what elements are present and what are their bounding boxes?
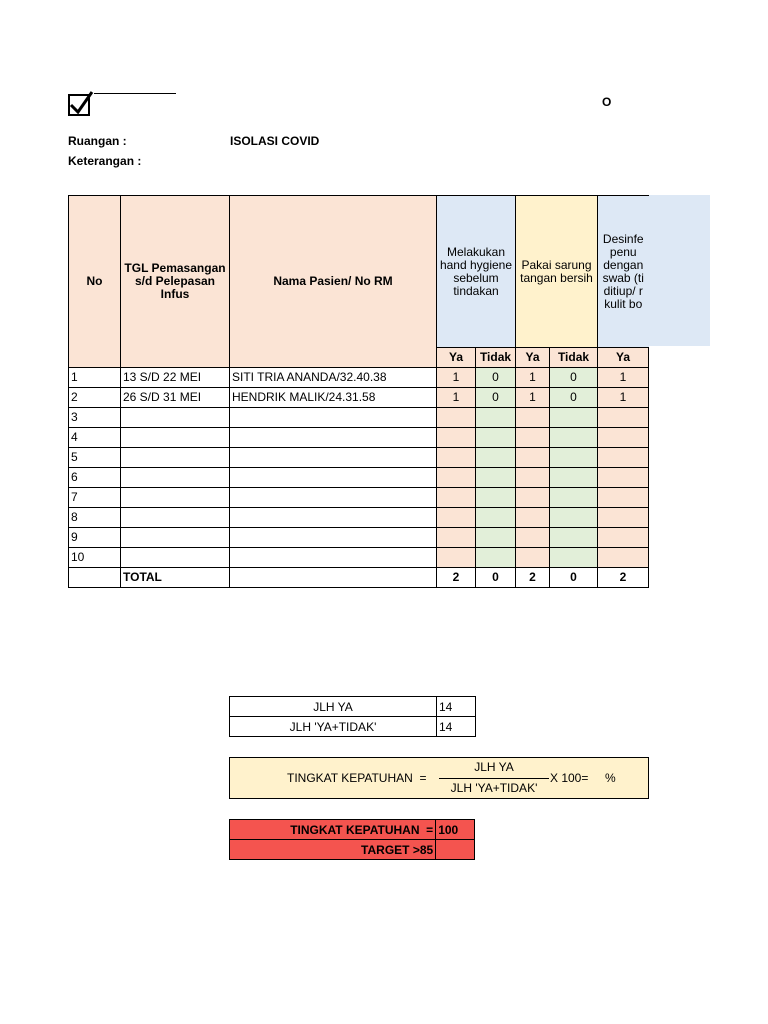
row-ya3 [598, 448, 649, 468]
row-no: 9 [69, 528, 121, 548]
row-ya1 [437, 448, 476, 468]
row-tidak2 [550, 408, 598, 428]
row-tidak2 [550, 428, 598, 448]
row-tgl [121, 508, 230, 528]
row-tidak1 [476, 488, 516, 508]
total-row [69, 568, 649, 588]
summary-table [229, 696, 476, 737]
row-tidak1 [476, 468, 516, 488]
row-tidak1 [476, 448, 516, 468]
total-nama-cell [230, 568, 437, 588]
table-row [69, 508, 649, 528]
table-row [69, 388, 649, 408]
row-ya1 [437, 488, 476, 508]
ruangan-value: ISOLASI COVID [230, 134, 320, 148]
header-desinfeksi: Desinfe penu dengan swab (ti ditiup/ r kulit bo [598, 196, 649, 348]
total-ya1: 2 [437, 568, 476, 588]
row-tidak2: 0 [550, 368, 598, 388]
table-row [69, 408, 649, 428]
row-nama [230, 468, 437, 488]
formula-box [229, 757, 649, 799]
row-ya3 [598, 508, 649, 528]
row-tgl [121, 528, 230, 548]
checkbox-logo-icon [68, 94, 90, 116]
row-ya1: 1 [437, 368, 476, 388]
row-tidak1 [476, 408, 516, 428]
ruangan-label: Ruangan : [68, 134, 127, 148]
subheader-ya: Ya [516, 348, 550, 368]
row-ya1 [437, 508, 476, 528]
row-nama [230, 428, 437, 448]
row-ya1 [437, 408, 476, 428]
row-tidak1 [476, 548, 516, 568]
formula-label: TINGKAT KEPATUHAN = [287, 771, 427, 785]
row-tidak2 [550, 528, 598, 548]
row-ya3 [598, 468, 649, 488]
table-row [69, 468, 649, 488]
formula-multiplier: X 100= [550, 771, 589, 785]
row-tgl [121, 428, 230, 448]
row-ya2 [516, 428, 550, 448]
row-no: 7 [69, 488, 121, 508]
header-no: No [69, 196, 121, 368]
row-tidak1: 0 [476, 388, 516, 408]
target-value-cell [436, 840, 475, 860]
row-no: 4 [69, 428, 121, 448]
row-tgl [121, 448, 230, 468]
row-ya2 [516, 468, 550, 488]
corner-mark: O [602, 95, 612, 109]
row-nama [230, 508, 437, 528]
total-ya2: 2 [516, 568, 550, 588]
table-row [69, 488, 649, 508]
table-row [69, 428, 649, 448]
row-ya1 [437, 428, 476, 448]
total-label: TOTAL [121, 568, 230, 588]
top-rule [94, 93, 176, 94]
result-value: 100 [436, 820, 475, 840]
row-ya2 [516, 408, 550, 428]
total-no-cell [69, 568, 121, 588]
row-ya2 [516, 528, 550, 548]
subheader-ya: Ya [437, 348, 476, 368]
row-ya1: 1 [437, 388, 476, 408]
row-tidak2 [550, 448, 598, 468]
row-nama [230, 448, 437, 468]
row-ya1 [437, 468, 476, 488]
jlh-ya-value: 14 [437, 697, 476, 717]
table-row [69, 548, 649, 568]
row-ya2 [516, 508, 550, 528]
row-tidak1 [476, 428, 516, 448]
jlh-ya-label: JLH YA [230, 697, 437, 717]
row-ya2: 1 [516, 388, 550, 408]
row-ya2 [516, 488, 550, 508]
header-sarung-tangan: Pakai sarung tangan bersih [516, 196, 598, 348]
row-ya3: 1 [598, 368, 649, 388]
row-no: 1 [69, 368, 121, 388]
formula-denominator: JLH 'YA+TIDAK' [450, 781, 538, 795]
keterangan-label: Keterangan : [68, 154, 142, 168]
row-ya3 [598, 488, 649, 508]
row-tidak2 [550, 548, 598, 568]
header-overflow-fill [649, 195, 710, 346]
result-box [229, 819, 475, 860]
row-tidak2: 0 [550, 388, 598, 408]
result-label: TINGKAT KEPATUHAN = [230, 820, 436, 840]
compliance-table [68, 195, 649, 588]
total-ya3: 2 [598, 568, 649, 588]
subheader-tidak: Tidak [476, 348, 516, 368]
header-nama: Nama Pasien/ No RM [230, 196, 437, 368]
jlh-ya-tidak-value: 14 [437, 717, 476, 737]
table-row [69, 528, 649, 548]
total-tidak2: 0 [550, 568, 598, 588]
row-tidak2 [550, 508, 598, 528]
row-nama: SITI TRIA ANANDA/32.40.38 [230, 368, 437, 388]
row-no: 6 [69, 468, 121, 488]
header-tgl: TGL Pemasangan s/d Pelepasan Infus [121, 196, 230, 368]
table-row [69, 368, 649, 388]
row-no: 3 [69, 408, 121, 428]
subheader-ya: Ya [598, 348, 649, 368]
row-tgl [121, 468, 230, 488]
jlh-ya-tidak-label: JLH 'YA+TIDAK' [230, 717, 437, 737]
row-ya3 [598, 528, 649, 548]
row-nama [230, 488, 437, 508]
fraction-line [439, 778, 549, 779]
row-tgl [121, 488, 230, 508]
row-no: 5 [69, 448, 121, 468]
row-ya3 [598, 548, 649, 568]
row-tidak1: 0 [476, 368, 516, 388]
row-tgl [121, 548, 230, 568]
row-tgl: 13 S/D 22 MEI [121, 368, 230, 388]
row-tidak2 [550, 468, 598, 488]
row-nama [230, 548, 437, 568]
target-label: TARGET >85 [230, 840, 436, 860]
row-no: 2 [69, 388, 121, 408]
row-ya3 [598, 408, 649, 428]
formula-unit: % [605, 771, 616, 785]
row-tgl: 26 S/D 31 MEI [121, 388, 230, 408]
total-tidak1: 0 [476, 568, 516, 588]
header-hand-hygiene: Melakukan hand hygiene sebelum tindakan [437, 196, 516, 348]
row-tidak1 [476, 528, 516, 548]
row-ya1 [437, 548, 476, 568]
row-ya1 [437, 528, 476, 548]
formula-numerator: JLH YA [474, 760, 514, 774]
row-tidak1 [476, 508, 516, 528]
row-ya2 [516, 548, 550, 568]
row-ya2: 1 [516, 368, 550, 388]
row-ya3: 1 [598, 388, 649, 408]
table-row [69, 448, 649, 468]
subheader-tidak: Tidak [550, 348, 598, 368]
row-tgl [121, 408, 230, 428]
row-tidak2 [550, 488, 598, 508]
row-no: 10 [69, 548, 121, 568]
row-nama [230, 408, 437, 428]
row-nama: HENDRIK MALIK/24.31.58 [230, 388, 437, 408]
row-ya2 [516, 448, 550, 468]
row-nama [230, 528, 437, 548]
row-no: 8 [69, 508, 121, 528]
row-ya3 [598, 428, 649, 448]
